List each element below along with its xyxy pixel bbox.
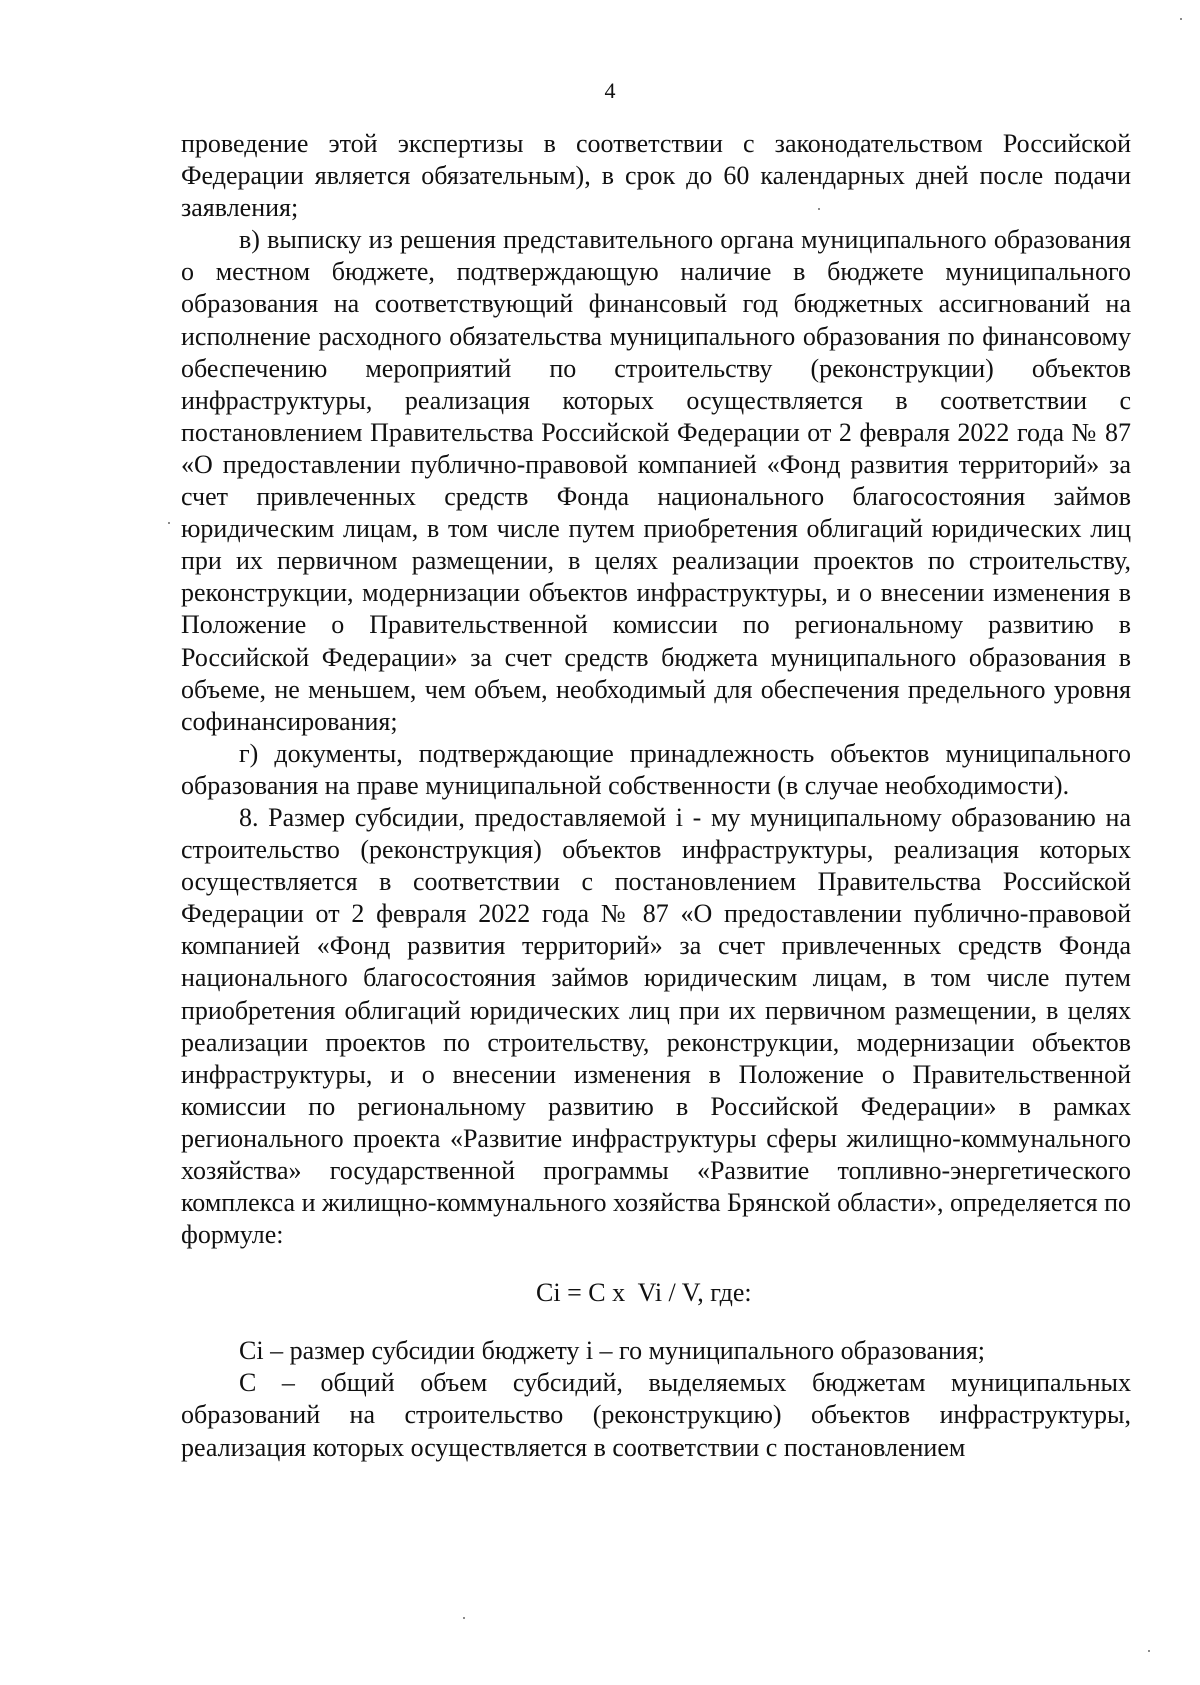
scan-speck bbox=[168, 522, 170, 524]
subsidy-formula: Ci = C x Vi / V, где: bbox=[536, 1278, 752, 1308]
paragraph-section-8: 8. Размер субсидии, предоставляемой i - му муниципальному образованию на строительство (реконструкция) объектов инфраструктуры, реализация которых осуществляется в соответствии с постановлением Правительства Российской Федерации от 2 февраля 2022 года № 87 «О предоставлении публично-правовой компанией «Фонд развития территорий» за счет привлеченных средств Фонда национального благосостояния займов юридическим лицам, в том числе путем приобретения облигаций юридических лиц при их первичном размещении, в целях реализации проектов по строительству, реконструкции, модернизации объектов инфраструктуры, и о внесении изменения в Положение о Правительственной комиссии по региональному развитию в Российской Федерации» в рамках регионального проекта «Развитие инфраструктуры сферы жилищно-коммунального хозяйства» государственной программы «Развитие топливно-энергетического комплекса и жилищно-коммунального хозяйства Брянской области», определяется по формуле: bbox=[181, 802, 1131, 1250]
definition-c: C – общий объем субсидий, выделяемых бюджетам муниципальных образований на строительство (реконструкцию) объектов инфраструктуры, реализация которых осуществляется в соответствии с постановлением bbox=[181, 1368, 1131, 1462]
paragraph-item-g: г) документы, подтверждающие принадлежность объектов муниципального образования на праве муниципальной собственности (в случае необходимости). bbox=[181, 738, 1131, 800]
page-number: 4 bbox=[604, 78, 616, 103]
paragraph-item-v: в) выписку из решения представительного органа муниципального образования о местном бюджете, подтверждающую наличие в бюджете муниципального образования на соответствующий финансовый год бюджетных ассигнований на исполнение расходного обязательства муниципального образования по финансовому обеспечению мероприятий по строительству (реконструкции) объектов инфраструктуры, реализация которых осуществляется в соответствии с постановлением Правительства Российской Федерации от 2 февраля 2022 года № 87 «О предоставлении публично-правовой компанией «Фонд развития территорий» за счет привлеченных средств Фонда национального благосостояния займов юридическим лицам, в том числе путем приобретения облигаций юридических лиц при их первичном размещении, в целях реализации проектов по строительству, реконструкции, модернизации объектов инфраструктуры, и о внесении изменения в Положение о Правительственной комиссии по региональному развитию в Российской Федерации» за счет средств бюджета муниципального образования в объеме, не меньшем, чем объем, необходимый для обеспечения предельного уровня софинансирования; bbox=[181, 225, 1131, 736]
definition-ci: Ci – размер субсидии бюджету i – го муниципального образования; bbox=[239, 1336, 986, 1366]
scan-speck bbox=[1180, 18, 1182, 20]
scan-speck bbox=[818, 208, 820, 210]
scan-speck bbox=[463, 1617, 465, 1619]
paragraph-continuation: проведение этой экспертизы в соответствии с законодательством Российской Федерации является обязательным), в срок до 60 календарных дней после подачи заявления; bbox=[181, 129, 1131, 223]
document-body bbox=[181, 128, 1131, 1464]
scan-speck bbox=[1148, 1650, 1150, 1652]
